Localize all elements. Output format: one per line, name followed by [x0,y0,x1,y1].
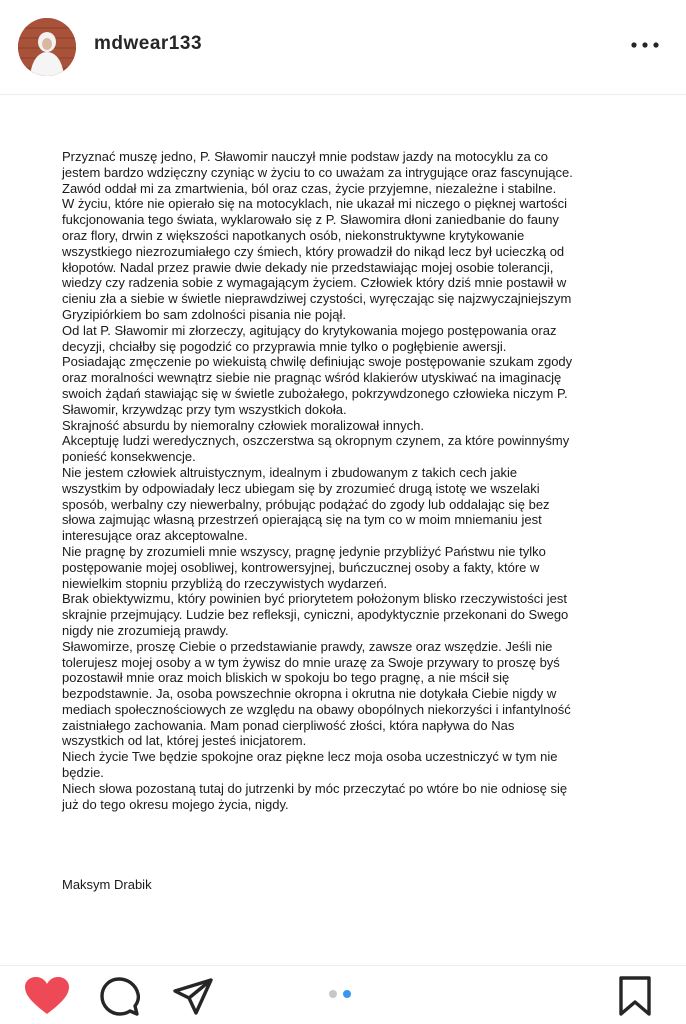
letter-line: postępowanie mojej osobliwej, kontrowersyjnej, buńczucznej osoby a fakty, które w [62,559,540,575]
letter-line: Niech słowa pozostaną tutaj do jutrzenki by móc przeczytać po wtóre bo nie odniosę się [62,780,568,796]
letter-line: pozostawił mnie oraz moich bliskich w spokoju bo tego pragnę, a nie mścił się [62,670,510,686]
letter-line: tolerujesz mojej osoby a w tym żywisz do mnie urazę za Swoje przywary to proszę byś [62,654,560,670]
letter-text [62,149,628,812]
avatar-photo [18,18,76,76]
carousel-indicator [329,990,359,1000]
comment-icon[interactable] [100,977,140,1017]
letter-line: już do tego okresu mojego życia, nigdy. [62,796,289,812]
letter-line: zaistniałego zachowania. Mam ponad cierpliwość złości, która napływa do Nas [62,717,515,733]
letter-line: Akceptuję ludzi weredycznych, oszczerstwa są okropnym czynem, za które powinnyśmy [62,433,570,449]
username[interactable]: mdwear133 [94,33,203,54]
letter-line: skrajnie przejmujący. Ludzie bez refleksji, cyniczni, apodyktycznie przekonani do Swego [62,607,569,623]
letter-line: będzie. [62,765,104,781]
letter-line: oraz flory, drwin z większości napotkanych osób, niekonstruktywne krytykowanie [62,227,525,243]
post-header [0,0,686,94]
letter-line: wiedzy czy radzenia sobie z wymagającym życiem. Człowiek który dziś mnie postawił w [62,275,567,291]
letter-line: Brak obiektywizmu, który powinien być priorytetem położonym blisko rzeczywistości jest [62,591,568,607]
letter-line: swoich żądań stawiając się w świetle zubożałego, pokrzywdzonego człowieka niczym P. [62,385,568,401]
more-options-icon[interactable] [630,38,660,52]
letter-line: Gryzipiórkiem bo sam zdolności pisania nie pojął. [62,306,346,322]
letter-line: mediach społecznościowych ze względu na obawy obopólnych niekorzyści i infantylność [62,701,571,717]
letter-line: kłopotów. Nadal przez prawie dwie dekady nie przedstawiając mojej osobie tolerancji, [62,259,554,275]
share-icon[interactable] [172,977,214,1017]
letter-line: niewielkim stopniu przybliżą do rzeczywistych wydarzeń. [62,575,388,591]
letter-line: Nie jestem człowiek altruistycznym, idealnym i zbudowanym z takich cech jakie [62,464,518,480]
bookmark-icon[interactable] [618,976,652,1016]
post-image[interactable] [0,94,686,966]
letter-line: Posiadając zmęczenie po wiekuistą chwilę definiując swoje postępowanie szukam zgody [62,354,573,370]
heart-icon[interactable] [24,976,70,1016]
letter-line: Sławomir, krzywdząc przy tym wszystkich dokoła. [62,401,347,417]
carousel-dot[interactable] [329,990,337,998]
letter-line: bezpodstawnie. Ja, osoba powszechnie okropna i okrutna nie dotykała Ciebie nigdy w [62,686,557,702]
letter-line: wszystkim by odpowiadały lecz ubiegam się by zrozumieć drugą istotę we wszelaki [62,480,540,496]
carousel-dot-active[interactable] [343,990,351,998]
letter-line: Zawód oddał mi za zmartwienia, ból oraz czas, życie przyjemne, niezależne i stabilne. [62,180,557,196]
letter-line: Przyznać muszę jedno, P. Sławomir nauczył mnie podstaw jazdy na motocyklu za co [62,149,549,164]
letter-line: W życiu, które nie opierało się na motocyklach, nie ukazał mi niczego o pięknej wartości [62,196,568,212]
letter-line: Sławomirze, proszę Ciebie o przedstawianie prawdy, zawsze oraz wszędzie. Jeśli nie [62,638,553,654]
letter-line: ponieść konsekwencje. [62,449,196,465]
letter-line: cieniu zła a siebie w świetle nieprawdziwej czystości, wyręczając się najzwyczajniejszym [62,291,572,307]
letter-line: słowa zajmując własną przestrzeń opierającą się na tym co w moim mniemaniu jest [62,512,542,528]
letter-line: wszystkiego niezrozumiałego czy śmiech, który prowadził do nikąd lecz był ucieczką od [62,243,565,259]
letter-line: wszystkich od lat, której jesteś inicjatorem. [62,733,307,749]
letter-line: nigdy nie zrozumieją prawdy. [62,622,229,638]
letter-line: oraz moralności wewnątrz siebie nie pragnąc wśród klakierów utyskiwać na imaginację [62,370,562,386]
letter-line: Niech życie Twe będzie spokojne oraz piękne lecz moja osoba uczestniczyć w tym nie [62,749,558,765]
letter-line: interesujące oraz akceptowalne. [62,528,248,544]
letter-line: fukcjonowania tego świata, wyklarowało się z P. Sławomira dłoni zaniedbanie do fauny [62,212,559,228]
letter-line: decyzji, chciałby się pogodzić co przyprawia mnie tylko o pogłębienie awersji. [62,338,507,354]
avatar[interactable] [18,18,76,76]
letter-line: Skrajność absurdu by niemoralny człowiek moralizował innych. [62,417,424,433]
letter-line: jestem bardzo wdzięczny czyniąc w życiu to co uważam za intrygujące oraz fascynujące. [62,164,573,180]
letter-line: Od lat P. Sławomir mi złorzeczy, agitujący do krytykowania mojego postępowania oraz [62,322,557,338]
letter-line: sposób, werbalny czy niewerbalny, próbując podążać do zgody lub oddalając się bez [62,496,550,512]
letter-line: Nie pragnę by zrozumieli mnie wszyscy, pragnę jedynie przybliżyć Państwu nie tylko [62,543,546,559]
signature: Maksym Drabik [62,877,152,892]
